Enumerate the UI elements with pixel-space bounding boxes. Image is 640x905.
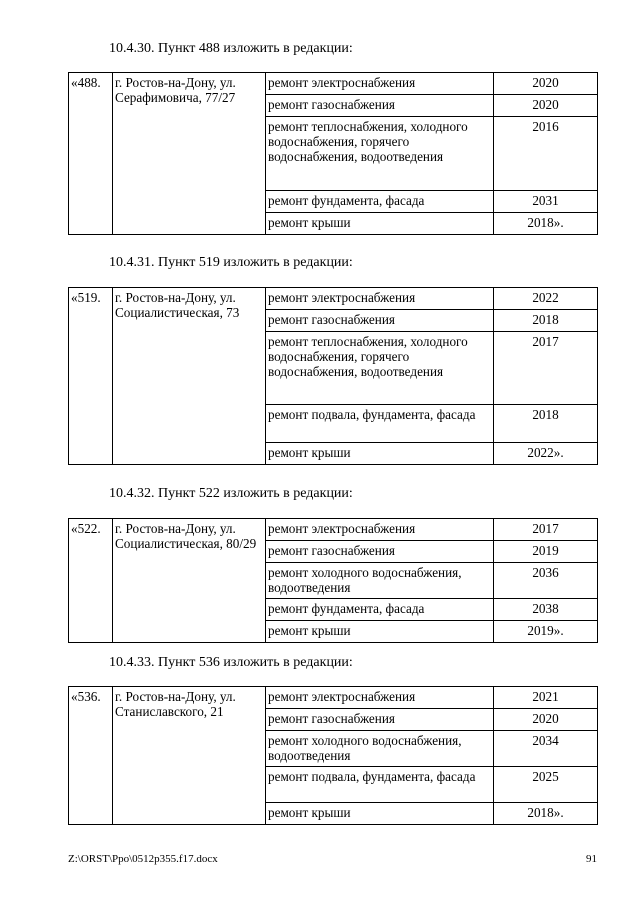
work-cell: ремонт электроснабжения	[266, 519, 494, 541]
table-row	[69, 288, 598, 310]
item-number: «519.	[69, 288, 113, 465]
work-cell: ремонт газоснабжения	[266, 95, 494, 117]
work-cell: ремонт холодного водоснабжения, водоотведения	[266, 731, 494, 767]
year-cell: 2020	[494, 709, 598, 731]
work-cell: ремонт газоснабжения	[266, 310, 494, 332]
page-number: 91	[586, 853, 597, 865]
year-cell: 2018».	[494, 213, 598, 235]
work-cell: ремонт фундамента, фасада	[266, 191, 494, 213]
year-cell: 2020	[494, 95, 598, 117]
address-cell: г. Ростов-на-Дону, ул. Станиславского, 21	[113, 687, 266, 825]
address-cell: г. Ростов-на-Дону, ул. Социалистическая, 73	[113, 288, 266, 465]
item-number: «536.	[69, 687, 113, 825]
table-row	[69, 687, 598, 709]
work-cell: ремонт крыши	[266, 621, 494, 643]
work-cell: ремонт подвала, фундамента, фасада	[266, 767, 494, 803]
work-cell: ремонт крыши	[266, 443, 494, 465]
table-row	[69, 519, 598, 541]
year-cell: 2020	[494, 73, 598, 95]
work-cell: ремонт подвала, фундамента, фасада	[266, 405, 494, 443]
amendment-table	[68, 518, 598, 643]
year-cell: 2017	[494, 519, 598, 541]
year-cell: 2018	[494, 405, 598, 443]
table-row	[69, 73, 598, 95]
year-cell: 2021	[494, 687, 598, 709]
section-heading: 10.4.32. Пункт 522 изложить в редакции:	[109, 486, 353, 501]
year-cell: 2025	[494, 767, 598, 803]
item-number: «488.	[69, 73, 113, 235]
year-cell: 2038	[494, 599, 598, 621]
work-cell: ремонт крыши	[266, 803, 494, 825]
work-cell: ремонт газоснабжения	[266, 709, 494, 731]
year-cell: 2036	[494, 563, 598, 599]
section-heading: 10.4.31. Пункт 519 изложить в редакции:	[109, 255, 353, 270]
year-cell: 2022	[494, 288, 598, 310]
address-cell: г. Ростов-на-Дону, ул. Социалистическая, 80/29	[113, 519, 266, 643]
work-cell: ремонт теплоснабжения, холодного водоснабжения, горячего водоснабжения, водоотведения	[266, 332, 494, 405]
work-cell: ремонт электроснабжения	[266, 73, 494, 95]
year-cell: 2018	[494, 310, 598, 332]
year-cell: 2019».	[494, 621, 598, 643]
work-cell: ремонт крыши	[266, 213, 494, 235]
year-cell: 2022».	[494, 443, 598, 465]
section-heading: 10.4.33. Пункт 536 изложить в редакции:	[109, 655, 353, 670]
work-cell: ремонт холодного водоснабжения, водоотведения	[266, 563, 494, 599]
work-cell: ремонт электроснабжения	[266, 288, 494, 310]
work-cell: ремонт газоснабжения	[266, 541, 494, 563]
work-cell: ремонт фундамента, фасада	[266, 599, 494, 621]
year-cell: 2019	[494, 541, 598, 563]
year-cell: 2031	[494, 191, 598, 213]
amendment-table	[68, 686, 598, 825]
section-heading: 10.4.30. Пункт 488 изложить в редакции:	[109, 41, 353, 56]
work-cell: ремонт теплоснабжения, холодного водоснабжения, горячего водоснабжения, водоотведения	[266, 117, 494, 191]
address-cell: г. Ростов-на-Дону, ул. Серафимовича, 77/27	[113, 73, 266, 235]
amendment-table	[68, 72, 598, 235]
item-number: «522.	[69, 519, 113, 643]
year-cell: 2034	[494, 731, 598, 767]
footer-file-path: Z:\ORST\Ppo\0512p355.f17.docx	[68, 853, 218, 865]
year-cell: 2017	[494, 332, 598, 405]
work-cell: ремонт электроснабжения	[266, 687, 494, 709]
year-cell: 2018».	[494, 803, 598, 825]
amendment-table	[68, 287, 598, 465]
year-cell: 2016	[494, 117, 598, 191]
